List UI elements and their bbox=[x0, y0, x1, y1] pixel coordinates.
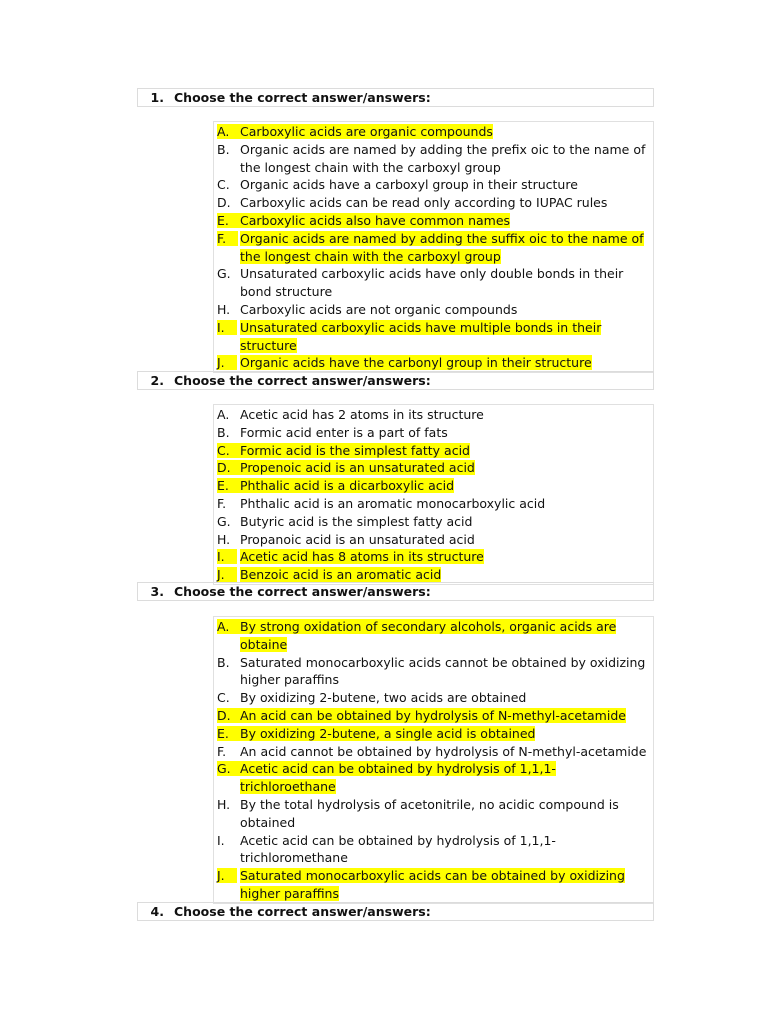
option-letter bbox=[214, 796, 240, 832]
option-text-line: Butyric acid is the simplest fatty acid bbox=[240, 513, 473, 529]
option-item bbox=[214, 796, 653, 832]
option-text-line: Unsaturated carboxylic acids have only double bonds in their bbox=[240, 266, 624, 282]
question-number: 1. bbox=[150, 90, 164, 105]
option-text bbox=[240, 176, 653, 194]
option-letter bbox=[214, 176, 240, 194]
option-item bbox=[214, 141, 653, 177]
option-text-line: Phthalic acid is an aromatic monocarboxylic acid bbox=[240, 495, 546, 511]
question-1-options bbox=[213, 121, 654, 373]
option-text bbox=[240, 654, 653, 690]
question-text: Choose the correct answer/answers: bbox=[174, 90, 431, 105]
option-item bbox=[214, 513, 653, 531]
option-text bbox=[240, 618, 653, 654]
option-text-line: Propenoic acid is an unsaturated acid bbox=[240, 460, 475, 476]
option-item bbox=[214, 406, 653, 424]
option-letter bbox=[214, 654, 240, 690]
option-text bbox=[240, 477, 653, 495]
option-text bbox=[240, 354, 653, 372]
question-3-header bbox=[137, 582, 654, 601]
option-letter bbox=[214, 548, 240, 566]
option-letter-text: F. bbox=[217, 495, 227, 511]
option-text-line: Propanoic acid is an unsaturated acid bbox=[240, 531, 475, 547]
option-letter-text: C. bbox=[217, 690, 230, 706]
option-item bbox=[214, 424, 653, 442]
option-text bbox=[240, 141, 653, 177]
option-text bbox=[240, 424, 653, 442]
option-letter bbox=[214, 319, 240, 355]
option-letter-text: B. bbox=[217, 654, 230, 670]
option-item bbox=[214, 654, 653, 690]
option-letter-text: A. bbox=[217, 407, 230, 422]
option-letter bbox=[214, 442, 240, 460]
option-text bbox=[240, 725, 653, 743]
option-letter bbox=[214, 760, 240, 796]
question-text: Choose the correct answer/answers: bbox=[174, 373, 431, 388]
question-text: Choose the correct answer/answers: bbox=[174, 584, 431, 599]
option-text-line: Organic acids are named by adding the prefix oic to the name of bbox=[240, 141, 646, 157]
option-text-line: Acetic acid has 8 atoms in its structure bbox=[240, 549, 484, 565]
option-letter bbox=[214, 301, 240, 319]
option-item bbox=[214, 176, 653, 194]
option-letter bbox=[214, 194, 240, 212]
option-text-line: By strong oxidation of secondary alcohols, organic acids are bbox=[240, 619, 617, 634]
option-text bbox=[240, 442, 653, 460]
question-2-options bbox=[213, 404, 654, 585]
option-text bbox=[240, 123, 653, 141]
option-text-line: Organic acids have the carbonyl group in their structure bbox=[240, 355, 592, 371]
option-item bbox=[214, 459, 653, 477]
option-text bbox=[240, 265, 653, 301]
option-letter-text: C. bbox=[217, 443, 242, 458]
option-letter-text: J. bbox=[217, 355, 237, 370]
option-letter bbox=[214, 618, 240, 654]
option-text-line: An acid cannot be obtained by hydrolysis of N-methyl-acetamide bbox=[240, 743, 647, 759]
option-text bbox=[240, 867, 653, 903]
option-letter bbox=[214, 477, 240, 495]
option-text bbox=[240, 212, 653, 230]
option-letter-text: J. bbox=[217, 868, 237, 883]
option-text bbox=[240, 832, 653, 868]
option-letter-text: H. bbox=[217, 301, 231, 317]
option-letter bbox=[214, 689, 240, 707]
option-letter bbox=[214, 707, 240, 725]
option-text-line: Organic acids are named by adding the suffix oic to the name of bbox=[240, 230, 644, 246]
option-letter bbox=[214, 265, 240, 301]
option-text bbox=[240, 230, 653, 266]
option-letter-text: I. bbox=[217, 832, 225, 848]
option-text-line: the longest chain with the carboxyl group bbox=[240, 159, 501, 175]
option-item bbox=[214, 477, 653, 495]
option-text-line: By oxidizing 2-butene, two acids are obtained bbox=[240, 690, 527, 706]
option-text-line: Formic acid is the simplest fatty acid bbox=[240, 442, 470, 458]
option-text bbox=[240, 319, 653, 355]
option-letter-text: C. bbox=[217, 177, 230, 193]
option-letter bbox=[214, 495, 240, 513]
option-letter bbox=[214, 832, 240, 868]
option-item bbox=[214, 707, 653, 725]
option-letter-text: A. bbox=[217, 619, 241, 634]
option-text-line: Carboxylic acids can be read only according to IUPAC rules bbox=[240, 195, 608, 211]
option-text-line: the longest chain with the carboxyl group bbox=[240, 248, 501, 264]
option-letter-text: E. bbox=[217, 726, 241, 741]
option-item bbox=[214, 230, 653, 266]
option-letter-text: F. bbox=[217, 231, 238, 246]
option-text bbox=[240, 531, 653, 549]
option-text bbox=[240, 495, 653, 513]
option-item bbox=[214, 867, 653, 903]
option-letter-text: B. bbox=[217, 424, 230, 440]
question-text: Choose the correct answer/answers: bbox=[174, 904, 431, 919]
option-item bbox=[214, 531, 653, 549]
option-item bbox=[214, 442, 653, 460]
option-text bbox=[240, 548, 653, 566]
option-text-line: Carboxylic acids are organic compounds bbox=[240, 124, 493, 139]
option-text-line: Saturated monocarboxylic acids can be obtained by oxidizing bbox=[240, 868, 625, 884]
option-text-line: Phthalic acid is a dicarboxylic acid bbox=[240, 478, 455, 494]
option-item bbox=[214, 354, 653, 372]
option-text-line: Formic acid enter is a part of fats bbox=[240, 424, 448, 440]
question-number: 2. bbox=[150, 373, 164, 388]
option-letter bbox=[214, 531, 240, 549]
option-item bbox=[214, 212, 653, 230]
option-letter bbox=[214, 743, 240, 761]
option-letter-text: G. bbox=[217, 266, 231, 282]
option-item bbox=[214, 689, 653, 707]
option-text-line: bond structure bbox=[240, 284, 333, 300]
option-text-line: Organic acids have a carboxyl group in their structure bbox=[240, 177, 578, 193]
option-letter bbox=[214, 354, 240, 372]
option-letter-text: E. bbox=[217, 478, 241, 493]
option-letter-text: F. bbox=[217, 743, 227, 759]
option-text-line: Unsaturated carboxylic acids have multiple bonds in their bbox=[240, 319, 602, 335]
option-letter-text: E. bbox=[217, 213, 241, 228]
question-2-header bbox=[137, 371, 654, 390]
option-letter-text: A. bbox=[217, 124, 241, 139]
option-letter bbox=[214, 230, 240, 266]
option-text-line: Acetic acid has 2 atoms in its structure bbox=[240, 407, 484, 422]
question-4-header bbox=[137, 902, 654, 921]
option-letter bbox=[214, 867, 240, 903]
option-text-line: higher paraffins bbox=[240, 672, 339, 688]
option-letter-text: B. bbox=[217, 141, 230, 157]
option-text bbox=[240, 406, 653, 424]
question-3-options bbox=[213, 616, 654, 904]
option-item bbox=[214, 319, 653, 355]
option-letter bbox=[214, 141, 240, 177]
option-letter bbox=[214, 123, 240, 141]
option-letter bbox=[214, 424, 240, 442]
option-text bbox=[240, 760, 653, 796]
option-text-line: Carboxylic acids are not organic compounds bbox=[240, 301, 518, 317]
option-text-line: Acetic acid can be obtained by hydrolysis of 1,1,1- bbox=[240, 832, 556, 848]
option-letter bbox=[214, 406, 240, 424]
option-text bbox=[240, 689, 653, 707]
option-text-line: trichloroethane bbox=[240, 779, 336, 795]
option-text bbox=[240, 743, 653, 761]
option-text-line: By the total hydrolysis of acetonitrile, no acidic compound is bbox=[240, 796, 619, 812]
option-letter-text: D. bbox=[217, 460, 243, 475]
option-letter bbox=[214, 212, 240, 230]
option-letter-text: D. bbox=[217, 195, 231, 211]
option-text-line: trichloromethane bbox=[240, 850, 348, 866]
option-text bbox=[240, 796, 653, 832]
option-item bbox=[214, 548, 653, 566]
option-item bbox=[214, 265, 653, 301]
option-text-line: obtaine bbox=[240, 636, 288, 652]
option-item bbox=[214, 123, 653, 141]
option-text-line: Acetic acid can be obtained by hydrolysis of 1,1,1- bbox=[240, 761, 556, 777]
question-number: 4. bbox=[150, 904, 164, 919]
question-1-header bbox=[137, 88, 654, 107]
option-item bbox=[214, 495, 653, 513]
option-text bbox=[240, 513, 653, 531]
option-letter bbox=[214, 725, 240, 743]
option-item bbox=[214, 760, 653, 796]
option-item bbox=[214, 832, 653, 868]
option-text bbox=[240, 459, 653, 477]
option-text bbox=[240, 194, 653, 212]
option-item bbox=[214, 743, 653, 761]
option-text-line: structure bbox=[240, 337, 297, 353]
option-letter bbox=[214, 513, 240, 531]
option-item bbox=[214, 301, 653, 319]
option-text bbox=[240, 301, 653, 319]
option-item bbox=[214, 194, 653, 212]
option-letter-text: I. bbox=[217, 320, 237, 335]
option-letter-text: H. bbox=[217, 531, 231, 547]
option-item bbox=[214, 725, 653, 743]
option-text-line: higher paraffins bbox=[240, 885, 339, 901]
option-letter-text: H. bbox=[217, 796, 231, 812]
option-text-line: Carboxylic acids also have common names bbox=[240, 212, 511, 228]
option-text-line: Saturated monocarboxylic acids cannot be obtained by oxidizing bbox=[240, 654, 646, 670]
option-text-line: An acid can be obtained by hydrolysis of N-methyl-acetamide bbox=[240, 707, 626, 723]
option-text-line: obtained bbox=[240, 814, 296, 830]
option-letter-text: I. bbox=[217, 549, 237, 564]
option-text-line: By oxidizing 2-butene, a single acid is obtained bbox=[240, 725, 536, 741]
option-letter-text: G. bbox=[217, 513, 231, 529]
option-letter-text: J. bbox=[217, 567, 237, 582]
question-number: 3. bbox=[150, 584, 164, 599]
option-letter bbox=[214, 459, 240, 477]
option-letter-text: G. bbox=[217, 761, 243, 776]
option-letter-text: D. bbox=[217, 708, 243, 723]
option-text-line: Benzoic acid is an aromatic acid bbox=[240, 567, 442, 583]
option-text bbox=[240, 707, 653, 725]
option-item bbox=[214, 618, 653, 654]
